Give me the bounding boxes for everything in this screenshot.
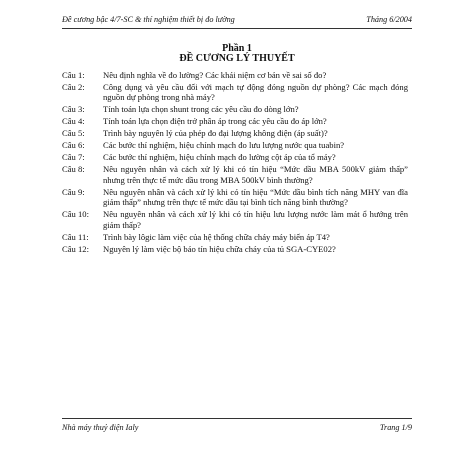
question-text: Các bước thí nghiệm, hiệu chỉnh mạch đo lưu lượng nước qua tuabin? [103,140,345,151]
question-item [62,116,408,126]
question-number: Câu 6: [62,140,85,151]
question-item [62,104,408,114]
question-text: Tính toán lựa chọn shunt trong các yêu cầu đo dòng lớn? [103,104,299,115]
question-number: Câu 2: [62,82,85,92]
question-text: Nêu định nghĩa về đo lường? Các khái niệm cơ bản về sai số đo? [103,70,327,80]
question-number: Câu 3: [62,104,85,115]
question-number: Câu 9: [62,186,85,197]
question-number: Câu 11: [62,231,89,242]
question-text: Nêu nguyên nhân và cách xử lý khi có tín hiệu “Mức dầu MBA 500kV giảm thấp” nhưng trên thực tế mức dầu trong MBA 500kV bình thường? [103,164,408,185]
question-item [62,140,408,150]
question-item [62,152,408,162]
question-item [62,70,408,80]
question-number: Câu 10: [62,209,89,220]
section-subtitle: ĐỀ CƯƠNG LÝ THUYẾT [179,53,295,64]
question-list [62,70,408,256]
question-item [62,82,408,103]
question-text: Nêu nguyên nhân và cách xử lý khi có tín hiệu lưu lượng nước làm mát ổ hướng trên giảm thấp? [103,209,408,230]
question-item [62,187,408,208]
section-title: Phần 1 [222,43,252,54]
question-text: Trình bày lôgic làm việc của hệ thống chữa cháy máy biến áp T4? [103,231,330,242]
question-item [62,164,408,185]
question-number: Câu 4: [62,116,85,127]
footer-organization: Nhà máy thuỷ điện Ialy [62,423,139,432]
question-text: Tính toán lựa chọn điện trở phân áp trong các yêu cầu đo áp lớn? [103,116,327,127]
question-item [62,209,408,230]
page-number: Trang 1/9 [379,423,412,432]
question-number: Câu 12: [62,243,89,254]
header-divider [62,28,412,29]
page-footer [62,422,412,434]
footer-divider [62,418,412,419]
question-item [62,128,408,138]
question-number: Câu 8: [62,164,85,175]
question-number: Câu 7: [62,152,85,163]
question-text: Nêu nguyên nhân và cách xử lý khi có tín hiệu “Mức dầu bình tích năng MHY van đĩa giảm thấp” nhưng trên thực tế mức dầu tại bình tích năng bình thường? [103,186,408,208]
question-text: Nguyên lý làm việc bộ báo tín hiệu chữa cháy của tủ SGA-CYE02? [103,243,336,254]
page-header [62,14,412,26]
question-text: Các bước thí nghiệm, hiệu chỉnh mạch đo lường cột áp của tổ máy? [103,152,336,163]
header-date: Tháng 6/2004 [366,15,412,24]
question-number: Câu 5: [62,128,85,139]
question-item [62,244,408,254]
header-title: Đề cương bậc 4/7-SC & thí nghiệm thiết bị đo lường [62,15,235,24]
question-text: Trình bày nguyên lý của phép đo đại lượng không điện (áp suất)? [103,128,328,139]
question-text: Công dụng và yêu cầu đối với mạch tự động đóng nguồn dự phòng? Các mạch đóng nguồn dự phòng trong nhà máy? [103,82,408,103]
question-item [62,232,408,242]
question-number: Câu 1: [62,70,85,80]
